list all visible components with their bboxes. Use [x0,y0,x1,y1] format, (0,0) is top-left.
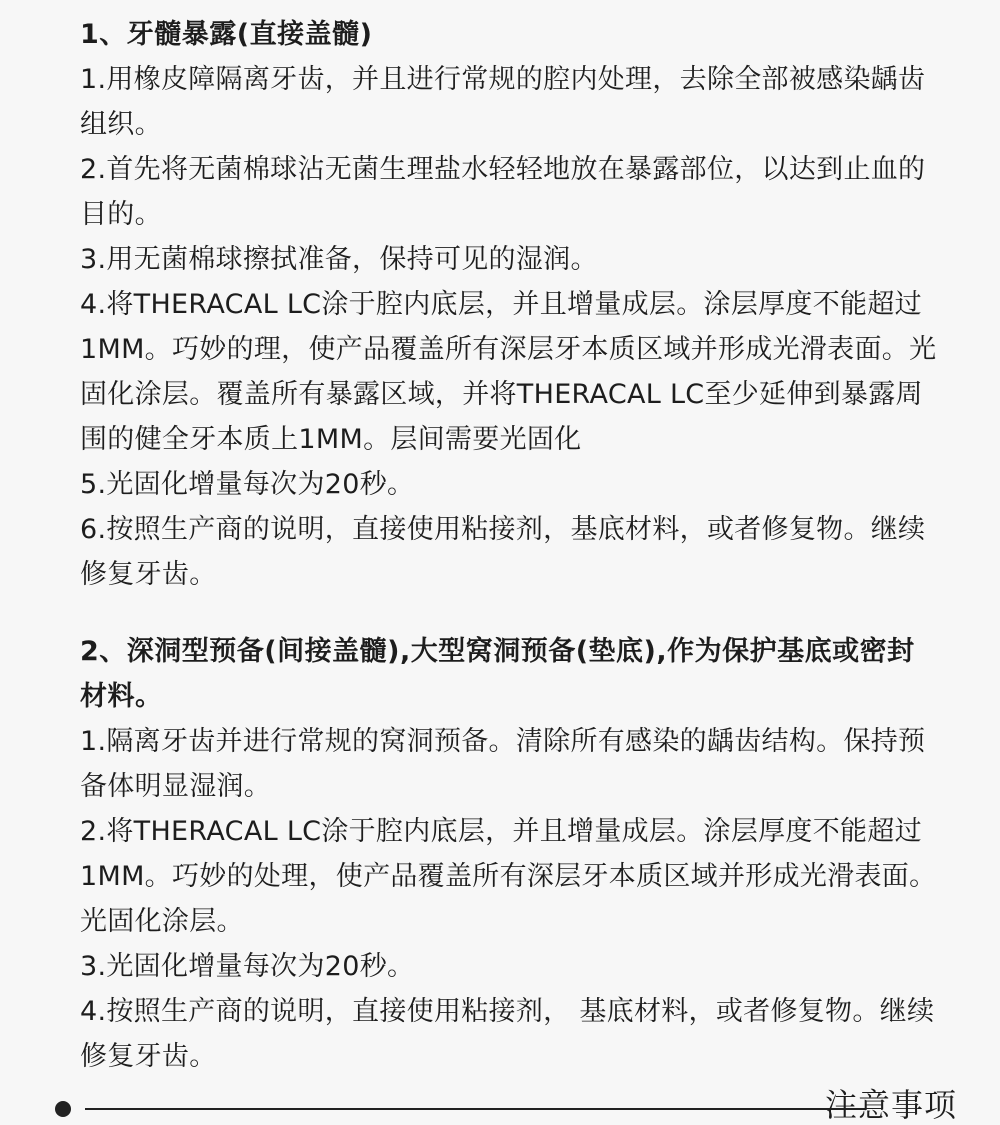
section-2-heading: 2、深洞型预备(间接盖髓),大型窝洞预备(垫底),作为保护基底或密封材料。 [80,636,915,712]
section-2-paragraph-4: 4.按照生产商的说明，直接使用粘接剂， 基底材料，或者修复物。继续修复牙齿。 [80,996,935,1072]
bullet-dot-icon [55,1101,71,1117]
section-1-paragraph-1: 1.用橡皮障隔离牙齿，并且进行常规的腔内处理，去除全部被感染龋齿组织。 [80,64,926,140]
section-2-paragraph-2: 2.将THERACAL LC涂于腔内底层，并且增量成层。涂层厚度不能超过1MM。巧妙的处理，使产品覆盖所有深层牙本质区域并形成光滑表面。光固化涂层。 [80,816,937,937]
footer-divider [55,1085,965,1125]
divider-line [85,1108,865,1110]
footer-label: 注意事项 [825,1086,958,1124]
section-1-paragraph-2: 2.首先将无菌棉球沾无菌生理盐水轻轻地放在暴露部位，以达到止血的目的。 [80,154,926,230]
section-1-heading: 1、牙髓暴露(直接盖髓) [80,19,373,50]
section-2-paragraph-3: 3.光固化增量每次为20秒。 [80,951,415,982]
section-1-paragraph-3: 3.用无菌棉球擦拭准备，保持可见的湿润。 [80,244,598,275]
section-1-paragraph-6: 6.按照生产商的说明，直接使用粘接剂，基底材料，或者修复物。继续修复牙齿。 [80,514,926,590]
section-1-paragraph-5: 5.光固化增量每次为20秒。 [80,469,415,500]
section-2 [80,629,940,1079]
section-1 [80,12,940,597]
document-body [80,12,940,1079]
section-2-paragraph-1: 1.隔离牙齿并进行常规的窝洞预备。清除所有感染的龋齿结构。保持预备体明显湿润。 [80,726,926,802]
section-1-paragraph-4: 4.将THERACAL LC涂于腔内底层，并且增量成层。涂层厚度不能超过1MM。巧妙的理，使产品覆盖所有深层牙本质区域并形成光滑表面。光固化涂层。覆盖所有暴露区域，并将THERACAL LC至少延伸到暴露周围的健全牙本质上1MM。层间需要光固化 [80,289,937,455]
section-spacer [80,597,940,629]
